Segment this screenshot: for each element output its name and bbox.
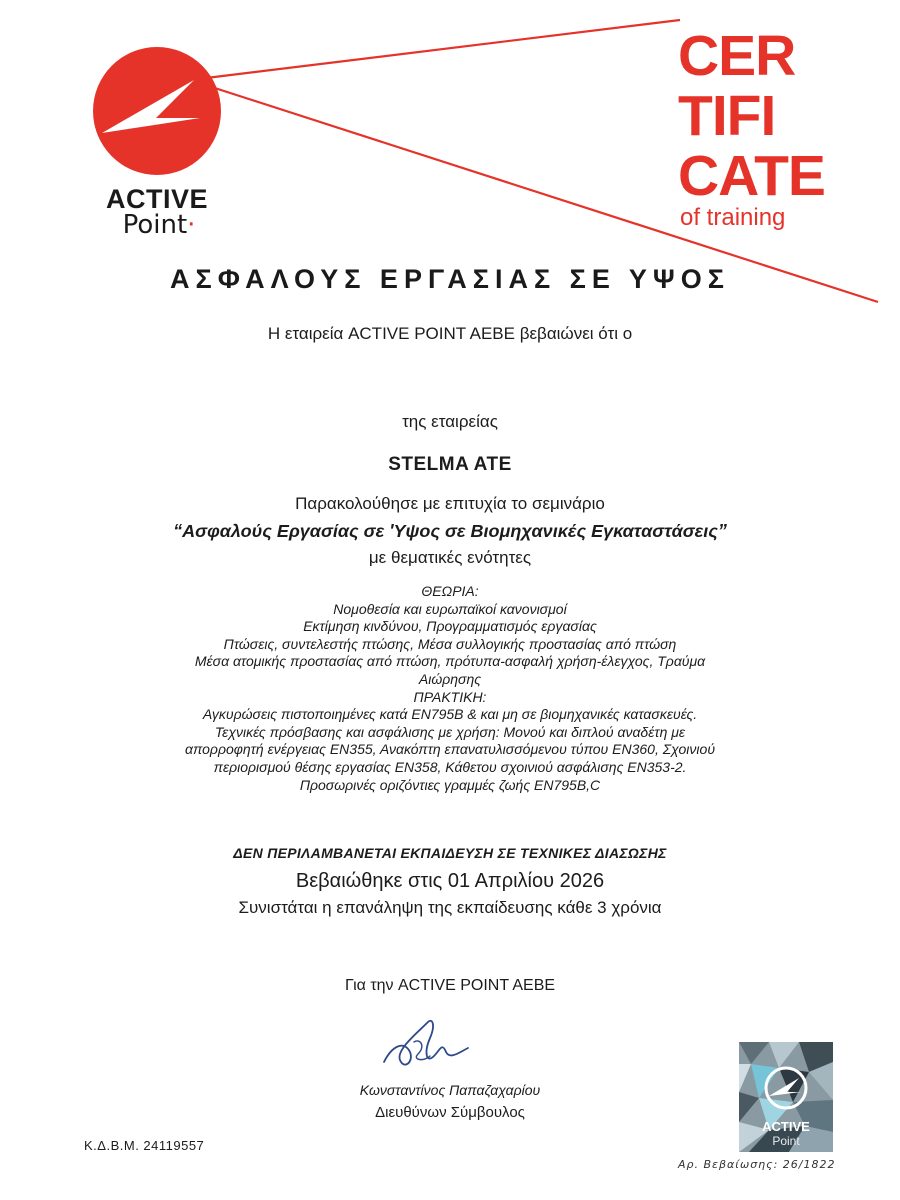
certificate-line-3: CATE [678, 144, 825, 208]
syllabus-line: Εκτίμηση κινδύνου, Προγραμματισμός εργασίας [303, 618, 597, 635]
certificate-mark [678, 26, 868, 232]
recommendation-text: Συνιστάται η επανάληψη της εκπαίδευσης κάθε 3 χρόνια [238, 898, 662, 917]
signature-icon [370, 1012, 480, 1076]
syllabus-heading-practice: ΠΡΑΚΤΙΚΗ: [413, 688, 487, 705]
syllabus-line: Αιώρησης [418, 670, 482, 687]
kdbm-number: Κ.Δ.Β.Μ. 24119557 [84, 1138, 205, 1153]
signer-role: Διευθύνων Σύμβουλος [375, 1104, 525, 1121]
modules-label: με θεματικές ενότητες [368, 548, 532, 567]
signer-name: Κωνσταντίνος Παπαζαχαρίου [359, 1082, 541, 1098]
logo-active-text: ACTIVE [105, 184, 208, 214]
attended-text: Παρακολούθησε με επιτυχία το σεμινάριο [295, 494, 605, 513]
syllabus-heading-theory: ΘΕΩΡΙΑ: [421, 583, 479, 599]
certificate-reference: Αρ. Βεβαίωσης: 26/1822 [678, 1158, 836, 1171]
syllabus-line: Αγκυρώσεις πιστοποιημένες κατά ΕΝ795Β & και μη σε βιομηχανικές κατασκευές. [202, 706, 698, 723]
active-point-logo [82, 38, 232, 240]
certificate-line-1: CER [678, 24, 796, 88]
syllabus-line: Προσωρινές οριζόντιες γραμμές ζωής ΕΝ795Β,C [299, 776, 601, 793]
certificate-subtitle: of training [680, 204, 786, 231]
syllabus-line: περιορισμού θέσης εργασίας ΕΝ358, Κάθετου σχοινιού ασφάλισης ΕΝ353-2. [213, 758, 687, 775]
badge-active-text: ACTIVE [762, 1119, 810, 1134]
seminar-title: “Ασφαλούς Εργασίας σε 'Υψος σε Βιομηχανικές Εγκαταστάσεις” [173, 521, 727, 541]
for-company-text: Για την ACTIVE POINT AEBE [344, 977, 556, 994]
active-point-logo-icon [82, 38, 232, 184]
certified-date: Βεβαιώθηκε στις 01 Απριλίου 2026 [295, 870, 605, 892]
active-point-badge [739, 1042, 833, 1152]
company-label: της εταιρείας [402, 412, 498, 431]
syllabus-line: απορροφητή ενέργειας ΕΝ355, Ανακόπτη επανατυλισσόμενου τύπου ΕΝ360, Σχοινιού [184, 741, 716, 758]
syllabus [110, 583, 790, 794]
logo-point-text [94, 210, 224, 240]
syllabus-line: Πτώσεις, συντελεστής πτώσης, Μέσα συλλογικής προστασίας από πτώση [223, 635, 677, 652]
exclusion-note: ΔΕΝ ΠΕΡΙΛΑΜΒΑΝΕΤΑΙ ΕΚΠΑΙΔΕΥΣΗ ΣΕ ΤΕΧΝΙΚΕΣ ΔΙΑΣΩΣΗΣ [233, 845, 667, 861]
syllabus-line: Μέσα ατομικής προστασίας από πτώση, πρότυπα-ασφαλή χρήση-έλεγχος, Τραύμα [194, 653, 706, 670]
page-title: ΑΣΦΑΛΟΥΣ ΕΡΓΑΣΙΑΣ ΣΕ ΥΨΟΣ [170, 264, 730, 294]
intro-text: Η εταιρεία ACTIVE POINT AEBE βεβαιώνει ότι ο [267, 324, 633, 343]
certificate-line-2: TIFI [678, 84, 776, 148]
logo-dot: · [187, 210, 196, 240]
badge-point-text: Point [772, 1134, 800, 1148]
company-name: STELMA ATE [388, 454, 512, 475]
syllabus-line: Νομοθεσία και ευρωπαϊκοί κανονισμοί [333, 600, 567, 617]
syllabus-line: Τεχνικές πρόσβασης και ασφάλισης με χρήση: Μονού και διπλού αναδέτη με [214, 723, 686, 740]
logo-point-word: Point [122, 210, 188, 240]
